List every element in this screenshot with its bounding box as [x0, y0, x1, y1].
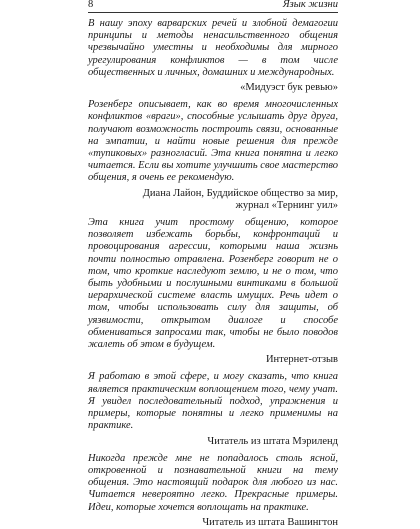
- quote-text: Никогда прежде мне не попадалось столь ясной, откровенной и познавательной книги на тему общения. Это настоящий подарок для любого из нас. Читается невероятно легко. Прекрасные примеры. Идеи, которые хочется воплощать на практике.: [88, 452, 338, 513]
- review-quote: [88, 217, 338, 366]
- quote-text: Эта книга учит простому общению, которое позволяет избежать борьбы, конфронтаций и провоцирования агрессии, которыми наша жизнь почти полностью отравлена. Розенберг говорит не о том, что кроткие наследуют землю, и не о том, что быть удобными и послушными винтиками в большой иерархической системе власть имущих. Речь идет о том, чтобы использовать силу для защиты, об уязвимости, открытом диалоге и способе обмениваться запросами так, чтобы не было поводов жалеть об этом в будущем.: [88, 217, 338, 351]
- quote-source: [88, 436, 338, 448]
- quote-source-line: Читатель из штата Вашингтон: [202, 516, 338, 528]
- quote-source-line: «Мидуэст бук ревью»: [240, 82, 338, 94]
- page-number: 8: [88, 0, 94, 10]
- quote-text: Я работаю в этой сфере, и могу сказать, что книга является практическим воплощением того, чему учат. Я увидел последовательный подход, упражнения и примеры, которые понятны и легко применимы на практике.: [88, 371, 338, 432]
- review-quote: [88, 371, 338, 447]
- review-quote: [88, 18, 338, 94]
- quote-source-line: Интернет-отзыв: [265, 354, 338, 366]
- quote-source-line: журнал «Тернинг уил»: [235, 199, 338, 211]
- review-quote: [88, 453, 338, 529]
- review-quote: [88, 99, 338, 212]
- running-title: Язык жизни: [282, 0, 338, 10]
- quote-text: В нашу эпоху варварских речей и злобной демагогии принципы и методы ненасильственного общения чрезвычайно уместны и необходимы для мирного урегулирования конфликтов — в том числе общественных и личных, домашних и международных.: [88, 18, 338, 78]
- quote-text: Розенберг описывает, как во время многочисленных конфликтов «враги», способные услышать друг друга, получают возможность построить связи, основанные на эмпатии, и найти новые решения для прежде «тупиковых» разногласий. Эта книга понятна и легко читается. Если вы хотите улучшить свое мастерство общения, я очень ее рекомендую.: [88, 99, 338, 184]
- quote-source: [88, 517, 338, 529]
- quote-source-line: Диана Лайон, Буддийское общество за мир,: [142, 187, 338, 199]
- header-rule: [88, 12, 338, 13]
- quote-source: [88, 82, 338, 94]
- quote-source: [88, 188, 338, 212]
- running-head: [88, 0, 338, 11]
- quote-source-line: Читатель из штата Мэриленд: [207, 435, 338, 447]
- quote-source: [88, 354, 338, 366]
